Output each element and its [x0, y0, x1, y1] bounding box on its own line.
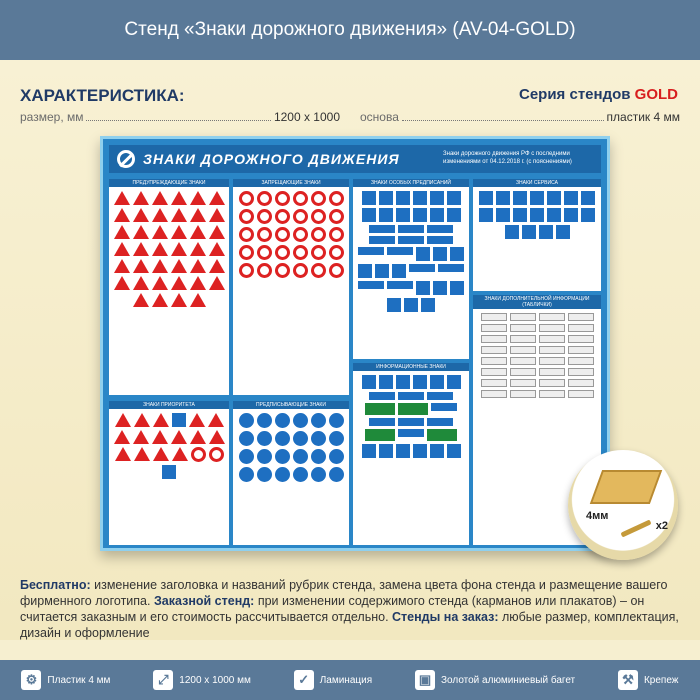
- panel-special: ЗНАКИ ОСОБЫХ ПРЕДПИСАНИЙ: [353, 179, 469, 359]
- panel-warning: ПРЕДУПРЕЖДАЮЩИЕ ЗНАКИ: [109, 179, 229, 395]
- no-entry-icon: [117, 150, 135, 168]
- gear-icon: ⚙: [21, 670, 41, 690]
- thickness-label: 4мм: [586, 510, 609, 522]
- feature-lamination: ✓ Ламинация: [294, 670, 372, 690]
- feature-mount: ⚒ Крепеж: [618, 670, 679, 690]
- service-signs: [473, 187, 601, 243]
- features-bar: [0, 660, 700, 700]
- board-header: [109, 145, 601, 173]
- quantity-label: x2: [655, 520, 668, 532]
- base-value: пластик 4 мм: [606, 110, 680, 124]
- series-label: Серия стендов GOLD: [519, 86, 678, 103]
- base-row: [360, 110, 680, 124]
- mandatory-signs: [233, 409, 349, 486]
- warning-signs: [109, 187, 229, 311]
- screw-icon: [620, 519, 651, 537]
- panel-service: ЗНАКИ СЕРВИСА: [473, 179, 601, 291]
- priority-signs: [109, 409, 229, 483]
- panel-mandatory: ПРЕДПИСЫВАЮЩИЕ ЗНАКИ: [233, 401, 349, 545]
- prohibiting-signs: [233, 187, 349, 282]
- board-subtitle: Знаки дорожного движения РФ с последними изменениями от 04.12.2018 г. (с пояснениями): [443, 151, 572, 165]
- information-signs: [353, 371, 469, 462]
- page-title: Стенд «Знаки дорожного движения» (AV-04-GOLD): [124, 19, 576, 40]
- size-row: [20, 110, 340, 124]
- screw-icon: ⚒: [618, 670, 638, 690]
- special-signs: [353, 187, 469, 316]
- base-label: основа: [360, 110, 399, 124]
- frame-icon: ▣: [415, 670, 435, 690]
- frame-corner-detail: [568, 450, 678, 560]
- size-value: 1200 х 1000: [273, 110, 340, 124]
- page-title-bar: [0, 0, 700, 60]
- panel-additional: ЗНАКИ ДОПОЛНИТЕЛЬНОЙ ИНФОРМАЦИИ (ТАБЛИЧКИ): [473, 295, 601, 545]
- feature-frame: ▣ Золотой алюминиевый багет: [415, 670, 575, 690]
- gold-frame-corner: [590, 470, 662, 504]
- series-name: GOLD: [634, 86, 678, 103]
- resize-icon: ⤢: [153, 670, 173, 690]
- additional-signs: [473, 309, 601, 402]
- panel-prohibiting: ЗАПРЕЩАЮЩИЕ ЗНАКИ: [233, 179, 349, 395]
- spec-heading: ХАРАКТЕРИСТИКА:: [20, 86, 185, 105]
- board-title: ЗНАКИ ДОРОЖНОГО ДВИЖЕНИЯ: [143, 151, 400, 167]
- panel-information: ИНФОРМАЦИОННЫЕ ЗНАКИ: [353, 363, 469, 545]
- feature-size: ⤢ 1200 х 1000 мм: [153, 670, 251, 690]
- panel-priority: ЗНАКИ ПРИОРИТЕТА: [109, 401, 229, 545]
- check-icon: ✓: [294, 670, 314, 690]
- size-label: размер, мм: [20, 110, 84, 124]
- stand-board: [100, 136, 610, 551]
- description-text: Бесплатно: изменение заголовка и названий рубрик стенда, замена цвета фона стенда и размещение вашего фирменного логотипа. Заказной стенд: при изменении содержимого стенда (карманов или плакатов) – он считается заказным и его стоимость рассчитывается отдельно. Стенды на заказ: любые размер, комплектация, дизайн и оформление: [20, 578, 679, 640]
- feature-plastic: ⚙ Пластик 4 мм: [21, 670, 110, 690]
